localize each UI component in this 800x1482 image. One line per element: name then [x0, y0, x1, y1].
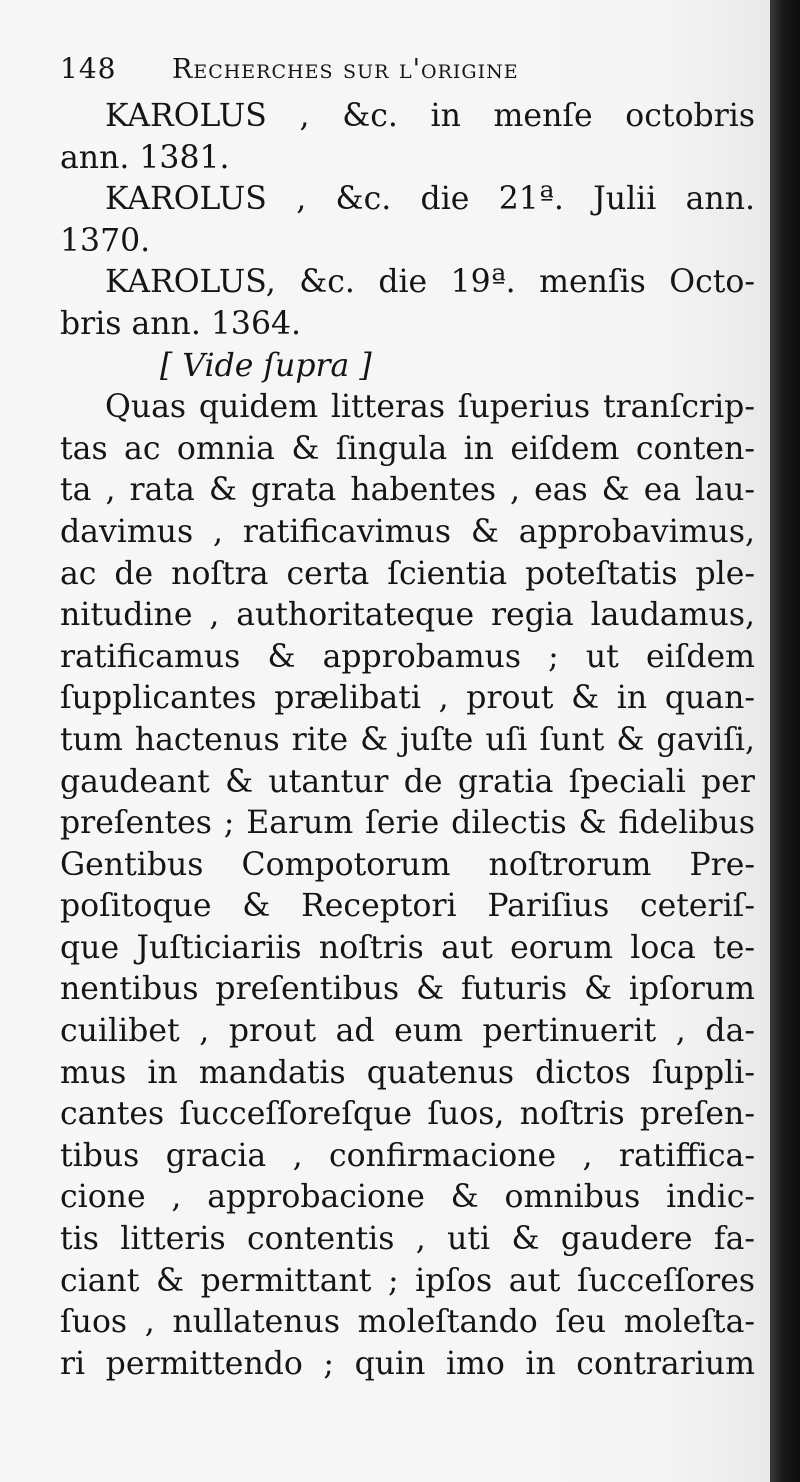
text-line: ratificamus & approbamus ; ut eiſdem: [60, 638, 755, 675]
text-line: tibus gracia , confirmacione , ratiffica-: [60, 1137, 755, 1174]
running-head: [60, 52, 755, 96]
page-gutter-shadow: [770, 0, 800, 1482]
text-line: cuilibet , prout ad eum pertinuerit , da-: [60, 1013, 755, 1050]
text-line: tas ac omnia & ſingula in eiſdem conten-: [60, 430, 755, 467]
text-line: nentibus preſentibus & futuris & ipſorum: [60, 971, 755, 1008]
text-line: preſentes ; Earum ſerie dilectis & fidelibus: [60, 805, 755, 842]
text-line: ſuos , nullatenus moleſtando ſeu moleſta-: [60, 1304, 755, 1341]
text-line: ri permittendo ; quin imo in contrarium: [60, 1345, 755, 1382]
text-line: que Juſticiariis noſtris aut eorum loca te-: [60, 929, 755, 966]
text-line: ac de noſtra certa ſcientia poteſtatis ple-: [60, 555, 755, 592]
running-head-title: Recherches sur l'origine: [172, 54, 519, 85]
page-number: 148: [60, 52, 117, 85]
text-line: davimus , ratificavimus & approbavimus,: [60, 513, 755, 550]
text-line: ſupplicantes prælibati , prout & in quan-: [60, 680, 755, 717]
text-line: poſitoque & Receptori Pariſius ceteriſ-: [60, 888, 755, 925]
text-line: bris ann. 1364.: [60, 305, 302, 342]
text-line: KAROLUS, &c. die 19ª. menſis Octo-: [105, 264, 755, 301]
text-line: ciant & permittant ; ipſos aut ſucceſſores: [60, 1262, 755, 1299]
text-line: Quas quidem litteras ſuperius tranſcrip-: [105, 389, 755, 426]
text-line: tum hactenus rite & juſte uſi ſunt & gaviſi,: [60, 721, 755, 758]
text-line: tis litteris contentis , uti & gaudere fa-: [60, 1221, 755, 1258]
text-line: ann. 1381.: [60, 139, 230, 176]
text-line: gaudeant & utantur de gratia ſpeciali per: [60, 763, 755, 800]
text-line: KAROLUS , &c. die 21ª. Julii ann.: [105, 181, 755, 218]
text-block: [60, 52, 755, 1385]
text-line: mus in mandatis quatenus dictos ſuppli-: [60, 1054, 755, 1091]
text-line: nitudine , authoritateque regia laudamus,: [60, 597, 755, 634]
text-line: cantes ſucceſſoreſque ſuos, noſtris preſen-: [60, 1096, 755, 1133]
text-line: KAROLUS , &c. in menſe octobris: [105, 98, 755, 134]
text-line: cione , approbacione & omnibus indic-: [60, 1179, 755, 1216]
cross-reference-note: [ Vide ſupra ]: [160, 347, 372, 384]
text-line: ta , rata & grata habentes , eas & ea lau-: [60, 472, 755, 509]
text-line: Gentibus Compotorum noſtrorum Pre-: [60, 846, 755, 883]
text-line: 1370.: [60, 222, 151, 259]
